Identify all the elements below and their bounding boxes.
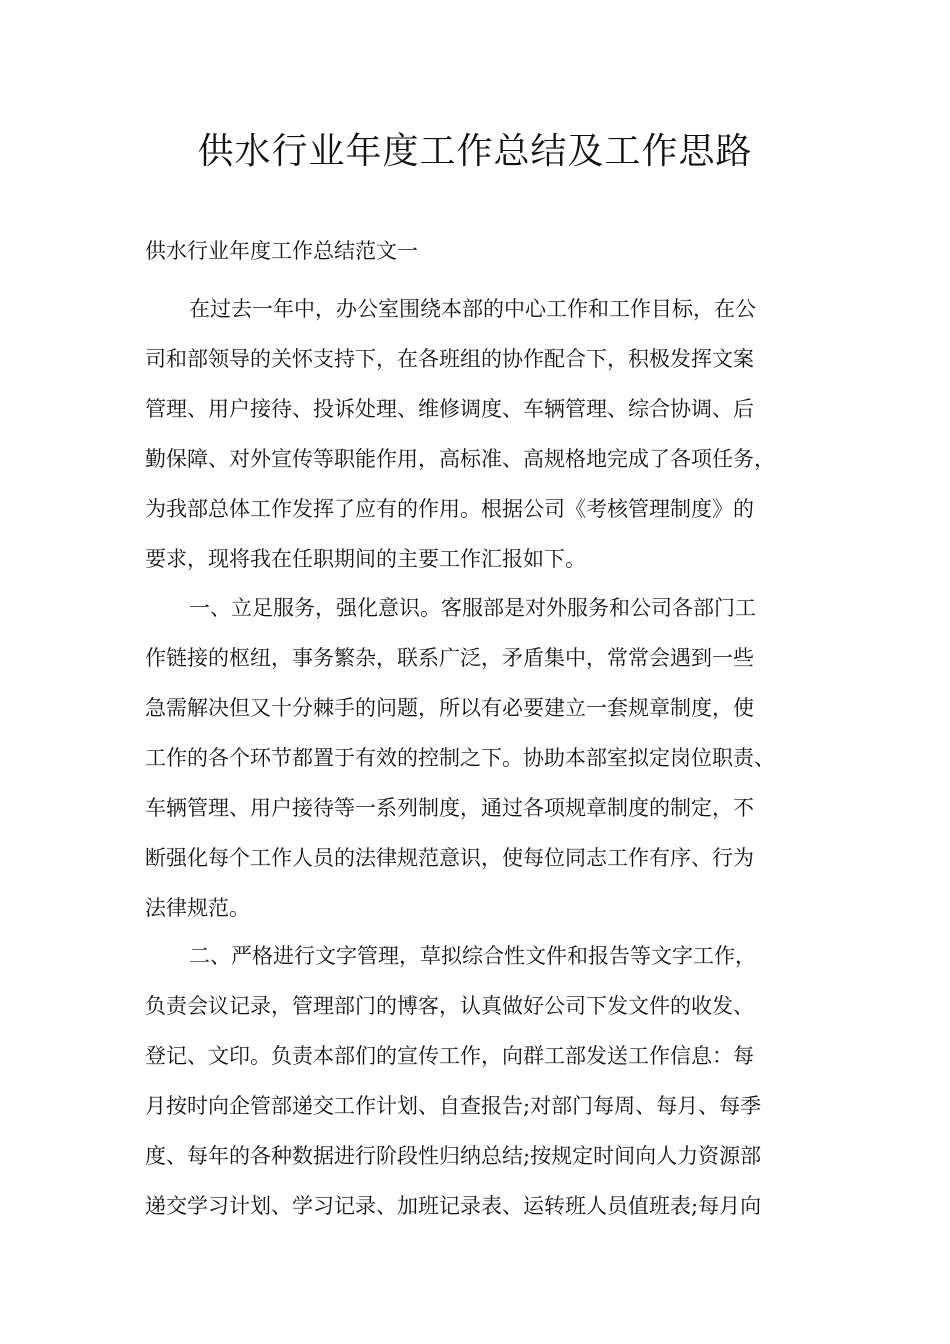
paragraph-line: 度、每年的各种数据进行阶段性归纳总结;按规定时间向人力资源部	[145, 1144, 762, 1168]
paragraph-3	[145, 931, 835, 1231]
paragraph-line: 负责会议记录，管理部门的博客，认真做好公司下发文件的收发、	[145, 994, 754, 1018]
paragraph-line: 作链接的枢纽，事务繁杂，联系广泛，矛盾集中，常常会遇到一些	[145, 646, 754, 670]
paragraph-line: 车辆管理、用户接待等一系列制度，通过各项规章制度的制定，不	[145, 796, 754, 820]
paragraph-line: 工作的各个环节都置于有效的控制之下。协助本部室拟定岗位职责、	[145, 746, 775, 770]
paragraph-1	[145, 284, 835, 584]
paragraph-line: 断强化每个工作人员的法律规范意识，使每位同志工作有序、行为	[145, 846, 754, 870]
paragraph-line: 二、严格进行文字管理，草拟综合性文件和报告等文字工作，	[189, 944, 756, 968]
document-title: 供水行业年度工作总结及工作思路	[197, 131, 753, 172]
paragraph-line: 法律规范。	[145, 896, 250, 920]
paragraph-line: 登记、文印。负责本部们的宣传工作，向群工部发送工作信息：每	[145, 1044, 754, 1068]
paragraph-line: 司和部领导的关怀支持下，在各班组的协作配合下，积极发挥文案	[145, 347, 754, 371]
paragraph-line: 一、立足服务，强化意识。客服部是对外服务和公司各部门工	[189, 596, 756, 620]
paragraph-line: 管理、用户接待、投诉处理、维修调度、车辆管理、综合协调、后	[145, 397, 754, 421]
paragraph-line: 递交学习计划、学习记录、加班记录表、运转班人员值班表;每月向	[145, 1194, 762, 1218]
document-subtitle: 供水行业年度工作总结范文一	[145, 239, 418, 263]
paragraph-line: 为我部总体工作发挥了应有的作用。根据公司《考核管理制度》的	[145, 497, 754, 521]
paragraph-line: 勤保障、对外宣传等职能作用，高标准、高规格地完成了各项任务，	[145, 447, 775, 471]
paragraph-2	[145, 583, 835, 933]
paragraph-line: 月按时向企管部递交工作计划、自查报告;对部门每周、每月、每季	[145, 1094, 762, 1118]
paragraph-line: 在过去一年中，办公室围绕本部的中心工作和工作目标，在公	[189, 297, 756, 321]
paragraph-line: 要求，现将我在任职期间的主要工作汇报如下。	[145, 547, 586, 571]
paragraph-line: 急需解决但又十分棘手的问题，所以有必要建立一套规章制度，使	[145, 696, 754, 720]
